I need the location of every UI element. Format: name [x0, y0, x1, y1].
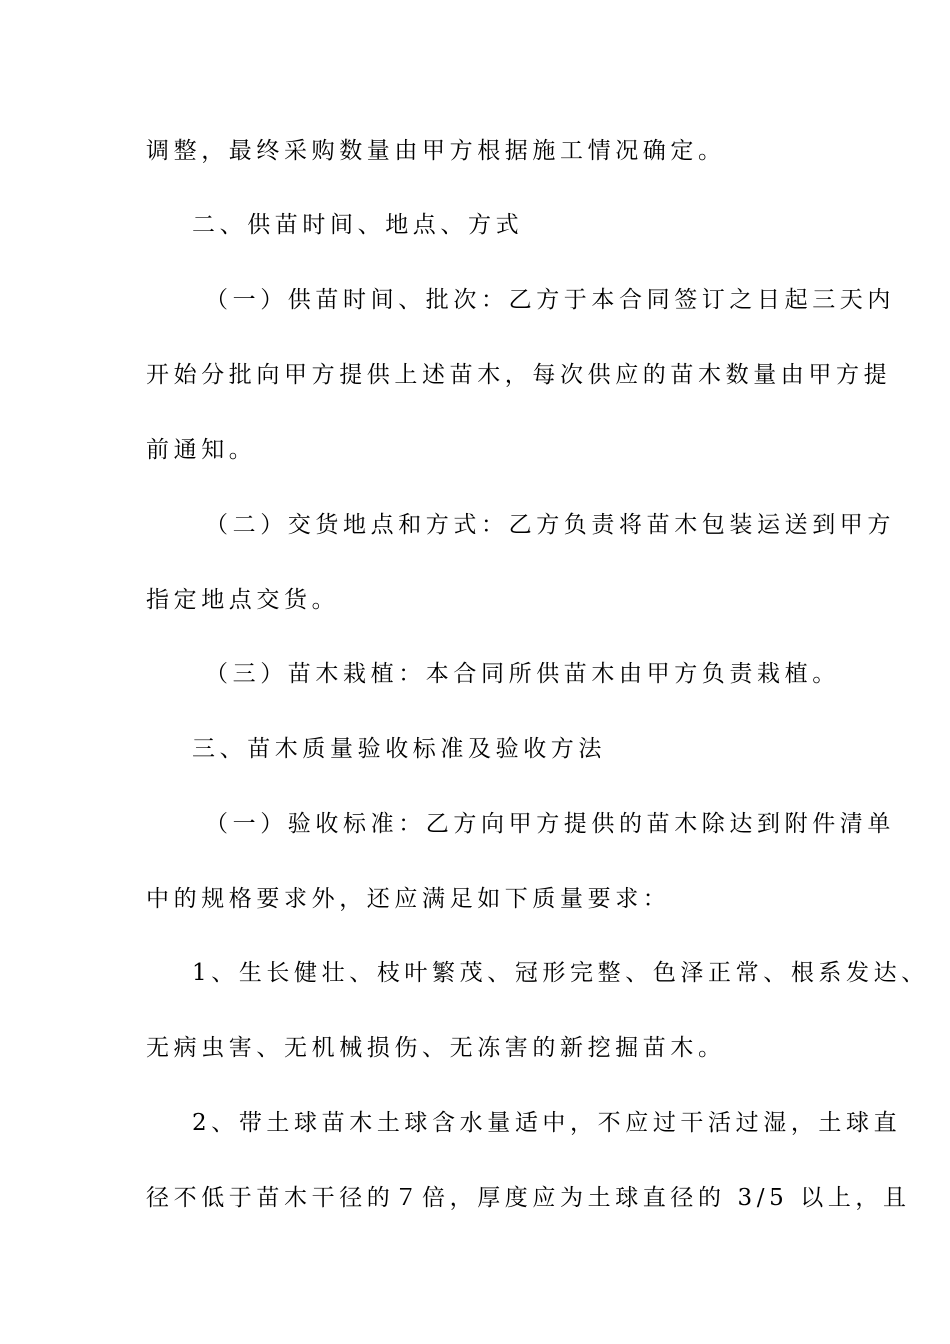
paragraph-line: 中的规格要求外，还应满足如下质量要求：: [146, 886, 671, 912]
paragraph-line: 指定地点交货。: [146, 587, 340, 613]
paragraph-line: 开始分批向甲方提供上述苗木，每次供应的苗木数量由甲方提: [146, 362, 892, 388]
paragraph-line: 径不低于苗木干径的７倍，厚度应为土球直径的 3/5 以上，且: [146, 1185, 911, 1211]
paragraph-line: 1、生长健壮、枝叶繁茂、冠形完整、色泽正常、根系发达、: [192, 960, 929, 986]
section-heading: 三、苗木质量验收标准及验收方法: [192, 736, 606, 762]
section-heading: 二、供苗时间、地点、方式: [192, 212, 524, 238]
paragraph-line: 2、带土球苗木土球含水量适中，不应过干活过湿，土球直: [192, 1110, 902, 1136]
paragraph-line: （一）供苗时间、批次：乙方于本合同签订之日起三天内: [205, 287, 895, 313]
paragraph-line: 前通知。: [146, 437, 257, 463]
paragraph-line: 调整，最终采购数量由甲方根据施工情况确定。: [146, 138, 726, 164]
paragraph-line: 无病虫害、无机械损伤、无冻害的新挖掘苗木。: [146, 1035, 726, 1061]
paragraph-line: （三）苗木栽植：本合同所供苗木由甲方负责栽植。: [205, 661, 840, 687]
paragraph-line: （二）交货地点和方式：乙方负责将苗木包装运送到甲方: [205, 512, 895, 538]
paragraph-line: （一）验收标准：乙方向甲方提供的苗木除达到附件清单: [205, 811, 895, 837]
